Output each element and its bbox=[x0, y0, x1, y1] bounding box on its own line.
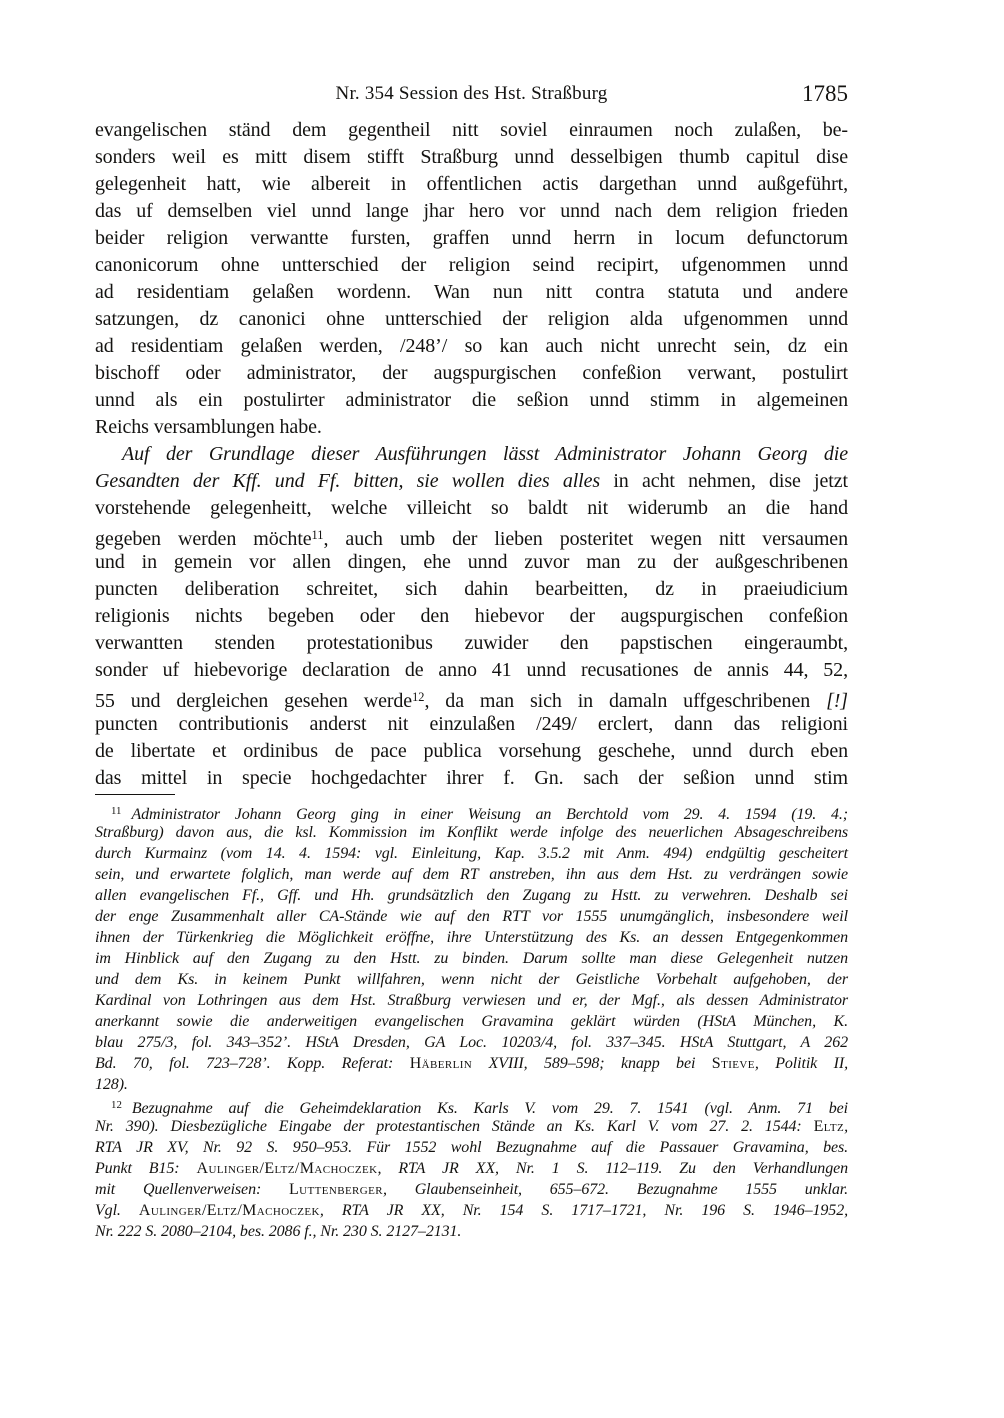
footnote-line bbox=[95, 1116, 848, 1137]
footnote-line bbox=[95, 1137, 848, 1158]
text-line bbox=[95, 495, 848, 522]
text-run: , RTA JR XX, Nr. 154 S. 1717–1721, Nr. 196 S. 1946–1952, bbox=[319, 1202, 848, 1219]
text-run: Kardinal von Lothringen aus dem Hst. Straßburg verwiesen und er, der Mgf., als dessen Administrator bbox=[95, 992, 848, 1009]
text-run: RTA JR XV, Nr. 92 S. 950–953. Für 1552 wohl Bezugnahme auf die Passauer Gravamina, bes. bbox=[95, 1139, 848, 1156]
text-line bbox=[95, 306, 848, 333]
text-run: , bbox=[844, 1118, 848, 1135]
text-run: 128). bbox=[95, 1076, 128, 1093]
text-line bbox=[95, 549, 848, 576]
text-run: Reichs versamblungen habe. bbox=[95, 416, 322, 438]
text-line bbox=[95, 225, 848, 252]
text-run: religionis nichts begeben oder den hiebevor der augspurgischen confeßion bbox=[95, 605, 848, 627]
footnote-line bbox=[95, 906, 848, 927]
text-run: satzungen, dz canonici ohne untterschied der religion alda ufgenommen unnd bbox=[95, 308, 848, 330]
text-run: evangelischen ständ dem gegentheil nitt soviel einraumen noch zulaßen, be- bbox=[95, 119, 848, 141]
footnote-rule bbox=[95, 794, 175, 795]
footnote-line bbox=[95, 990, 848, 1011]
text-run: puncten deliberation schreitet, sich dahin bearbeitten, dz in praeiudicium bbox=[95, 578, 848, 600]
text-line bbox=[95, 603, 848, 630]
text-run: Eltz bbox=[813, 1118, 845, 1135]
text-run: der enge Zusammenhalt aller CA-Stände wie auf den RTT vor 1555 unumgänglich, insbesondere weil bbox=[95, 908, 848, 925]
footnote-line bbox=[95, 1032, 848, 1053]
text-run: , auch umb der lieben posteritet wegen nitt versaumen bbox=[323, 528, 848, 551]
text-run: Nr. 390). Diesbezügliche Eingabe der protestantischen Stände an Ks. Karl V. vom 27. 2. 1544: bbox=[95, 1118, 814, 1135]
footnote-marker: 12 bbox=[111, 1099, 122, 1111]
footnote-line bbox=[95, 1074, 848, 1095]
footnote-line bbox=[95, 822, 848, 843]
text-run: canonicorum ohne untterschied der religion seind recipirt, ufgenommen unnd bbox=[95, 254, 848, 276]
footnote-line bbox=[95, 885, 848, 906]
text-line bbox=[95, 441, 848, 468]
footnote-line bbox=[95, 927, 848, 948]
text-line bbox=[95, 360, 848, 387]
text-run: ad residentiam gelaßen wordenn. Wan nun nitt contra statuta und andere bbox=[95, 281, 848, 303]
text-run: Auf der Grundlage dieser Ausführungen lässt Administrator Johann Georg die bbox=[122, 443, 848, 465]
text-run: Straßburg) davon aus, die ksl. Kommission im Konflikt werde infolge des neuerlichen Absageschreibens bbox=[95, 824, 848, 841]
text-run: Punkt B15: bbox=[95, 1160, 197, 1177]
text-line bbox=[95, 333, 848, 360]
text-line bbox=[95, 279, 848, 306]
text-line bbox=[95, 468, 848, 495]
text-run: [!] bbox=[826, 690, 848, 713]
text-run: mit Quellenverweisen: bbox=[95, 1181, 289, 1198]
text-run: puncten contributionis anderst nit einzulaßen /249/ erclert, dann das religioni bbox=[95, 713, 848, 735]
text-run: in acht nehmen, dise jetzt bbox=[600, 470, 848, 492]
text-run: sein, und erwartete folglich, man werde auf dem RT anstreben, ihn aus dem Hst. zu verdrängen sowie bbox=[95, 866, 848, 883]
text-line bbox=[95, 144, 848, 171]
footnote-line bbox=[95, 1095, 848, 1116]
text-run: Vgl. bbox=[95, 1202, 139, 1219]
text-run: verwantten stenden protestationibus zuwider den papstischen eingeraumbt, bbox=[95, 632, 848, 654]
footnote-line bbox=[95, 864, 848, 885]
text-run: 55 und dergleichen gesehen werde bbox=[95, 690, 413, 713]
text-line bbox=[95, 576, 848, 603]
text-line bbox=[95, 738, 848, 765]
text-run: , Glaubenseinheit, 655–672. Bezugnahme 1555 unklar. bbox=[383, 1181, 848, 1198]
text-run: gegeben werden möchte bbox=[95, 528, 312, 551]
footnote-line bbox=[95, 1053, 848, 1074]
text-run: blau 275/3, fol. 343–352’. HStA Dresden, GA Loc. 10203/4, fol. 337–345. HStA Stuttgart, A 262 bbox=[95, 1034, 848, 1051]
page-header bbox=[95, 80, 848, 110]
text-line bbox=[95, 171, 848, 198]
text-run: Luttenberger bbox=[288, 1181, 383, 1198]
footnote-line bbox=[95, 948, 848, 969]
text-line bbox=[95, 711, 848, 738]
text-run: im Hinblick auf den Zugang zu den Hstt. zu binden. Darum sollte man diese Gelegenheit nutzen bbox=[95, 950, 848, 967]
text-run: Bezugnahme auf die Geheimdeklaration Ks. Karls V. vom 29. 7. 1541 (vgl. Anm. 71 bei bbox=[131, 1099, 848, 1117]
text-run: durch Kurmainz (vom 14. 4. 1594: vgl. Einleitung, Kap. 3.5.2 mit Anm. 494) endgültig gescheitert bbox=[95, 845, 848, 862]
text-line bbox=[95, 414, 848, 441]
page-number: 1785 bbox=[802, 81, 848, 106]
footnote-line bbox=[95, 843, 848, 864]
text-run: beider religion verwantte fursten, graffen unnd herrn in locum defunctorum bbox=[95, 227, 848, 249]
text-line bbox=[95, 252, 848, 279]
text-run: gelegenheit hatt, wie albereit in offentlichen actis dargethan unnd außgeführt, bbox=[95, 173, 848, 195]
text-run: Bd. 70, fol. 723–728’. Kopp. Referat: bbox=[95, 1055, 410, 1072]
text-line bbox=[95, 765, 848, 792]
text-run: sonder uf hiebevorige declaration de anno 41 unnd recusationes de annis 44, 52, bbox=[95, 659, 848, 681]
text-run: Nr. 222 S. 2080–2104, bes. 2086 f., Nr. 230 S. 2127–2131. bbox=[95, 1223, 462, 1240]
text-line bbox=[95, 522, 848, 549]
text-run: Häberlin bbox=[409, 1055, 473, 1072]
main-text bbox=[95, 117, 848, 792]
footnote-line bbox=[95, 1011, 848, 1032]
running-title: Nr. 354 Session des Hst. Straßburg bbox=[335, 83, 608, 104]
footnote-marker: 11 bbox=[111, 805, 122, 817]
text-line bbox=[95, 198, 848, 225]
text-run: , da man sich in damaln uffgeschribenen bbox=[424, 690, 827, 713]
text-run: bischoff oder administrator, der augspurgischen confeßion verwant, postulirt bbox=[95, 362, 848, 384]
text-run: de libertate et ordinibus de pace publica vorsehung geschehe, unnd durch eben bbox=[95, 740, 848, 762]
text-run: das uf demselben viel unnd lange jhar hero vor unnd nach dem religion frieden bbox=[95, 200, 848, 222]
text-run: und dem Ks. in keinem Punkt willfahren, wenn nicht der Geistliche Vorbehalt aufgehoben, der bbox=[95, 971, 848, 988]
text-run: Stieve bbox=[711, 1055, 755, 1072]
text-run: und in gemein vor allen dingen, ehe unnd zuvor man zu der außgeschribenen bbox=[95, 551, 848, 573]
text-run: das mittel in specie hochgedachter ihrer f. Gn. sach der seßion unnd stim bbox=[95, 767, 848, 789]
text-run: , Politik II, bbox=[754, 1055, 849, 1072]
text-line bbox=[95, 387, 848, 414]
text-run: , RTA JR XX, Nr. 1 S. 112–119. Zu den Verhandlungen bbox=[377, 1160, 848, 1177]
footnote-line bbox=[95, 1158, 848, 1179]
footnote-line bbox=[95, 1200, 848, 1221]
footnote-line bbox=[95, 969, 848, 990]
footnote-marker: 11 bbox=[311, 528, 324, 542]
footnote-line bbox=[95, 1221, 848, 1242]
text-line bbox=[95, 630, 848, 657]
text-run: Aulinger/Eltz/Machoczek bbox=[138, 1202, 320, 1219]
footnote-line bbox=[95, 1179, 848, 1200]
text-run: Administrator Johann Georg ging in einer Weisung an Berchtold vom 29. 4. 1594 (19. 4.; bbox=[131, 805, 848, 823]
text-run: sonders weil es mitt disem stifft Straßburg unnd desselbigen thumb capitul dise bbox=[95, 146, 848, 168]
text-run: allen evangelischen Ff., Gff. und Hh. grundsätzlich den Zugang zu Hstt. zu verwehren. Deshalb sei bbox=[95, 887, 848, 904]
text-run: ad residentiam gelaßen werden, /248’/ so kan auch nicht unrecht sein, dz ein bbox=[95, 335, 848, 357]
text-line bbox=[95, 657, 848, 684]
footnote-line bbox=[95, 801, 848, 822]
footnote-marker: 12 bbox=[412, 690, 425, 704]
text-line bbox=[95, 684, 848, 711]
text-run: vorstehende gelegenheitt, welche villeicht so baldt nit widerumb an die hand bbox=[95, 497, 848, 519]
text-run: Aulinger/Eltz/Machoczek bbox=[196, 1160, 378, 1177]
text-run: ihnen der Türkenkrieg die Möglichkeit eröffne, ihre Unterstützung des Ks. an dessen Entgegenkommen bbox=[95, 929, 848, 946]
text-run: XVIII, 589–598; knapp bei bbox=[472, 1055, 712, 1072]
text-line bbox=[95, 117, 848, 144]
text-run: unnd als ein postulirter administrator die seßion unnd stimm in algemeinen bbox=[95, 389, 848, 411]
text-run: anerkannt sowie die anderweitigen evangelischen Gravamina geklärt würden (HStA München, K. bbox=[95, 1013, 848, 1030]
text-run: Gesandten der Kff. und Ff. bitten, sie wollen dies alles bbox=[95, 470, 601, 492]
footnotes-section bbox=[95, 801, 848, 1242]
